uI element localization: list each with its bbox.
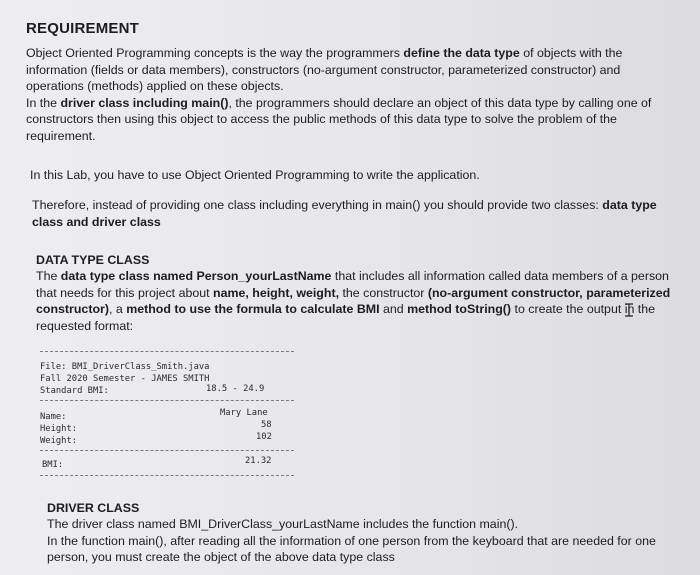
output-semester-line: Fall 2020 Semester - JAMES SMITH (40, 374, 210, 384)
therefore-line-2: class and driver class (32, 214, 161, 229)
dashed-divider (40, 351, 294, 352)
output-bmi-label: BMI: (42, 460, 64, 470)
output-height-label: Height: (40, 424, 78, 434)
data-type-paragraph (36, 268, 676, 334)
output-weight-value: 102 (256, 432, 272, 442)
dashed-divider (40, 400, 294, 401)
therefore-line-1: Therefore, instead of providing one class including everything in main() you should provide two classes: data type (32, 198, 657, 212)
output-name-value: Mary Lane (220, 408, 268, 418)
intro-line-1: Object Oriented Programming concepts is the way the programmers define the data type of objects with the (26, 46, 623, 60)
page-title: REQUIREMENT (26, 20, 140, 37)
output-height-value: 58 (261, 420, 272, 430)
data-type-line-3: constructor), a method to use the formula to calculate BMI and method toString() to create the output in the (36, 302, 656, 316)
intro-line-4: In the driver class including main(), the programmers should declare an object of this data type by calling one of (26, 95, 652, 110)
driver-line-3: person, you must create the object of the above data type class (47, 550, 395, 564)
lab-line: In this Lab, you have to use Object Oriented Programming to write the application. (30, 168, 480, 182)
intro-line-5: constructors then using this object to access the public methods of this data type to solve the problem of the (26, 112, 617, 126)
intro-line-6: requirement. (26, 128, 96, 143)
intro-line-2: information (fields or data members), constructors (no-argument constructor, parameterized constructor) and (26, 62, 621, 77)
output-weight-label: Weight: (40, 436, 78, 446)
driver-line-1: The driver class named BMI_DriverClass_yourLastName includes the function main(). (47, 517, 519, 531)
driver-paragraph (47, 516, 687, 566)
dashed-divider (40, 450, 294, 451)
data-type-class-heading: DATA TYPE CLASS (36, 253, 150, 267)
output-name-label: Name: (40, 412, 67, 422)
intro-paragraph (26, 45, 686, 144)
output-standard-value: 18.5 - 24.9 (206, 384, 265, 394)
dashed-divider (40, 475, 294, 476)
driver-class-heading: DRIVER CLASS (47, 501, 140, 515)
output-file-line: File: BMI_DriverClass_Smith.java (40, 362, 210, 372)
intro-line-3: operations (methods) applied on these objects. (26, 79, 284, 93)
data-type-line-4: requested format: (36, 318, 134, 333)
output-bmi-value: 21.32 (245, 456, 272, 466)
data-type-line-1: The data type class named Person_yourLastName that includes all information called data members of a person (36, 269, 669, 283)
therefore-paragraph (32, 197, 672, 230)
data-type-line-2: that needs for this project about name, height, weight, the constructor (no-argument constructor, parameterized (36, 285, 671, 300)
driver-line-2: In the function main(), after reading all the information of one person from the keyboard that are needed for one (47, 533, 656, 548)
output-standard-label: Standard BMI: (40, 386, 109, 396)
text-cursor-icon (624, 303, 634, 317)
